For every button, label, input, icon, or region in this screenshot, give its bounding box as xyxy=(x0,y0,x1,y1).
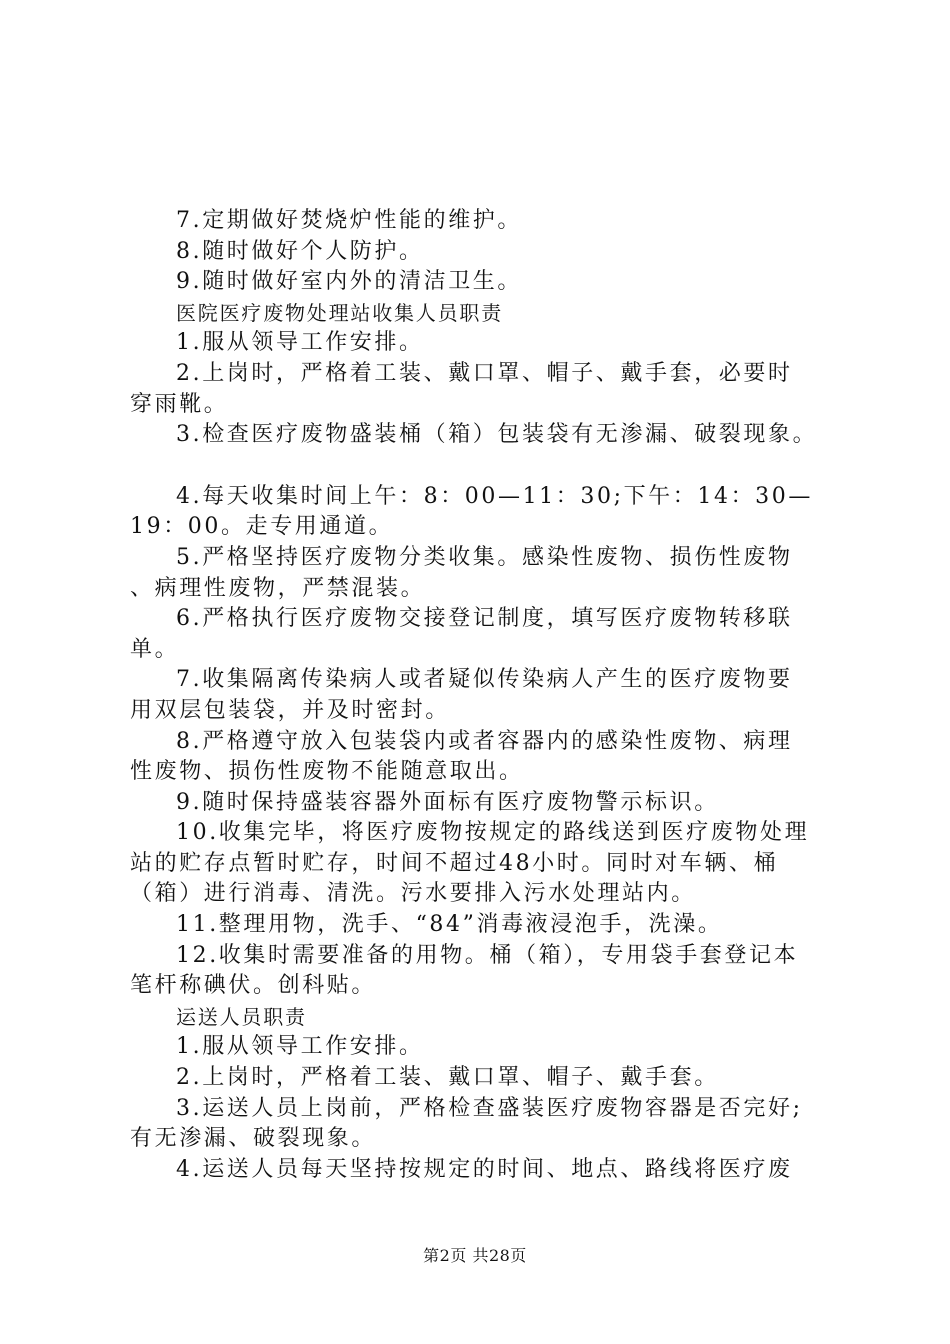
page-number-footer: 第2页 共28页 xyxy=(423,1246,527,1265)
list-item: 2.上岗时，严格着工装、戴口罩、帽子、戴手套。 xyxy=(176,1065,719,1091)
list-item-continuation: 单。 xyxy=(130,636,180,662)
list-item: 1.服从领导工作安排。 xyxy=(176,1034,424,1060)
document-body xyxy=(130,206,830,1185)
list-item: 3.检查医疗废物盛装桶（箱）包装袋有无渗漏、破裂现象。 xyxy=(176,422,818,448)
list-item: 11.整理用物，洗手、“84”消毒液浸泡手，洗澡。 xyxy=(176,912,723,938)
list-item-continuation: 19：00。走专用通道。 xyxy=(130,514,394,540)
list-item: 10.收集完毕，将医疗废物按规定的路线送到医疗废物处理 xyxy=(176,820,810,846)
list-item-continuation: 用双层包装袋，并及时密封。 xyxy=(130,697,450,723)
list-item: 4.每天收集时间上午：8：00—11：30;下午：14：30— xyxy=(176,483,813,509)
list-item: 5.严格坚持医疗废物分类收集。感染性废物、损伤性废物 xyxy=(176,544,793,570)
list-item-continuation: 性废物、损伤性废物不能随意取出。 xyxy=(130,759,524,785)
list-item-continuation: 穿雨靴。 xyxy=(130,391,229,417)
list-item: 12.收集时需要准备的用物。桶（箱），专用袋手套登记本 xyxy=(176,942,799,968)
section-heading-collector-duties: 医院医疗废物处理站收集人员职责 xyxy=(176,300,503,325)
list-item: 2.上岗时，严格着工装、戴口罩、帽子、戴手套，必要时 xyxy=(176,360,793,386)
list-item: 3.运送人员上岗前，严格检查盛装医疗废物容器是否完好; xyxy=(176,1095,803,1121)
section-heading-transport-duties: 运送人员职责 xyxy=(176,1004,307,1029)
list-item-continuation: 笔杆称碘伏。创科贴。 xyxy=(130,973,377,999)
list-item-continuation: 、病理性废物，严禁混装。 xyxy=(130,575,426,601)
list-item: 1.服从领导工作安排。 xyxy=(176,330,424,356)
list-item: 6.严格执行医疗废物交接登记制度，填写医疗废物转移联 xyxy=(176,606,793,632)
list-item-continuation: 站的贮存点暂时贮存，时间不超过48小时。同时对车辆、桶 xyxy=(130,850,779,876)
list-item: 7.定期做好焚烧炉性能的维护。 xyxy=(176,208,522,233)
list-item-continuation: （箱）进行消毒、清洗。污水要排入污水处理站内。 xyxy=(130,881,696,907)
list-item-continuation: 有无渗漏、破裂现象。 xyxy=(130,1126,377,1152)
list-item: 8.严格遵守放入包装袋内或者容器内的感染性废物、病理 xyxy=(176,728,793,754)
blank-line xyxy=(130,451,830,482)
list-item: 9.随时做好室内外的清洁卫生。 xyxy=(176,269,522,295)
list-item: 9.随时保持盛装容器外面标有医疗废物警示标识。 xyxy=(176,789,719,815)
list-item: 4.运送人员每天坚持按规定的时间、地点、路线将医疗废 xyxy=(176,1156,793,1182)
list-item: 8.随时做好个人防护。 xyxy=(176,238,424,264)
list-item: 7.收集隔离传染病人或者疑似传染病人产生的医疗废物要 xyxy=(176,667,793,693)
